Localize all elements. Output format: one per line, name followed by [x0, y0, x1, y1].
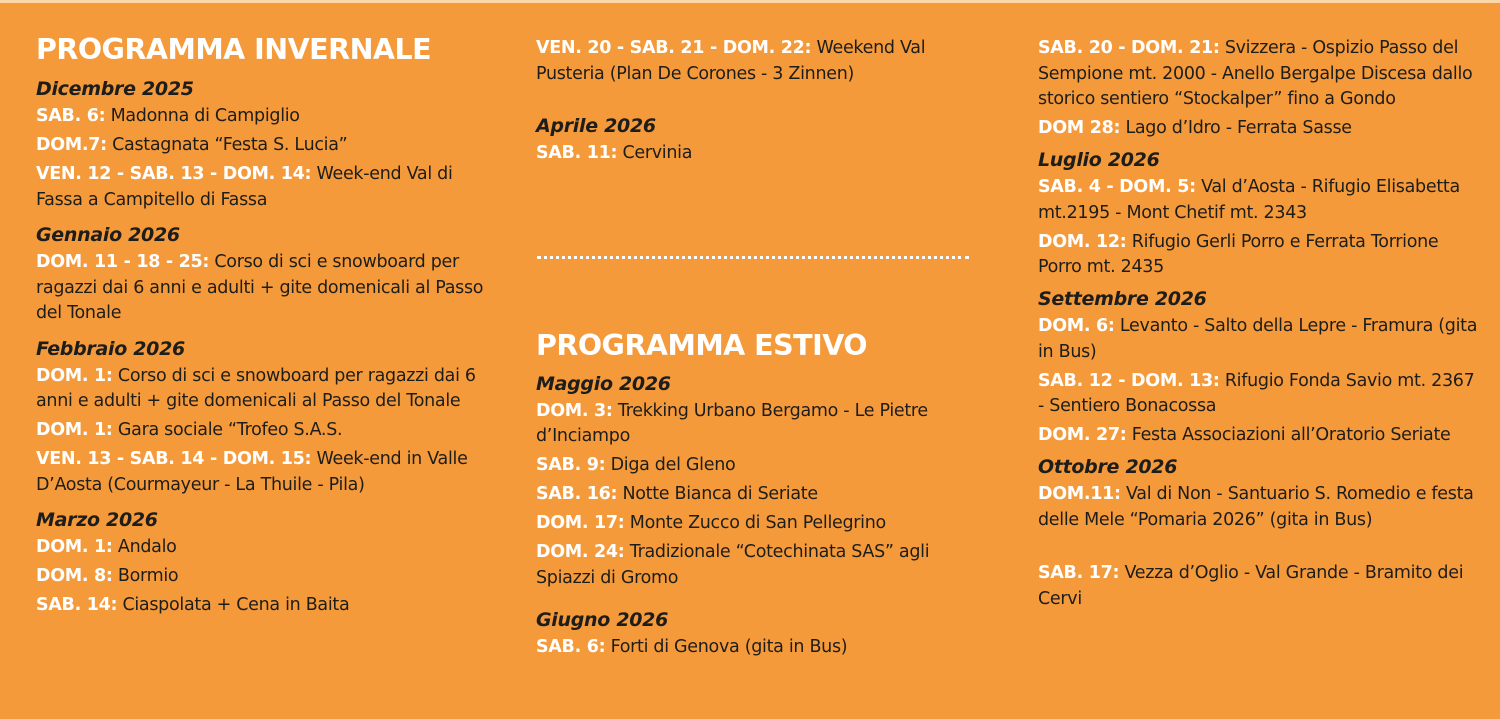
month-heading-febbraio: Febbraio 2026	[36, 337, 185, 360]
event-entry: SAB. 16: Notte Bianca di Seriate	[536, 484, 818, 504]
month-heading-settembre: Settembre 2026	[1038, 288, 1207, 310]
winter-program-title: PROGRAMMA INVERNALE	[36, 33, 432, 66]
event-entry: SAB. 14: Ciaspolata + Cena in Baita	[36, 595, 350, 615]
month-heading-gennaio: Gennaio 2026	[36, 224, 180, 246]
event-entry: SAB. 9: Diga del Gleno	[536, 455, 736, 475]
column-2	[536, 36, 976, 664]
event-entry: DOM.11: Val di Non - Santuario S. Romedio e festa delle Mele “Pomaria 2026” (gita in Bus)	[1038, 484, 1474, 530]
month-heading-maggio: Maggio 2026	[536, 372, 671, 395]
month-heading-marzo: Marzo 2026	[36, 509, 158, 531]
event-entry: SAB. 6: Madonna di Campiglio	[36, 106, 300, 126]
event-entry: SAB. 11: Cervinia	[536, 143, 693, 163]
month-heading-luglio: Luglio 2026	[1038, 149, 1160, 171]
dotted-divider	[537, 256, 969, 259]
column-3	[1038, 36, 1478, 616]
event-entry: DOM. 12: Rifugio Gerli Porro e Ferrata Torrione Porro mt. 2435	[1038, 231, 1439, 277]
event-entry: SAB. 6: Forti di Genova (gita in Bus)	[536, 637, 848, 657]
event-entry: SAB. 12 - DOM. 13: Rifugio Fonda Savio mt. 2367 - Sentiero Bonacossa	[1038, 370, 1475, 416]
event-entry: DOM. 1: Andalo	[36, 537, 177, 557]
event-entry: VEN. 12 - SAB. 13 - DOM. 14: Week-end Val di Fassa a Campitello di Fassa	[36, 164, 453, 210]
month-heading-ottobre: Ottobre 2026	[1038, 456, 1178, 478]
event-entry: DOM. 27: Festa Associazioni all’Oratorio Seriate	[1038, 425, 1451, 445]
event-entry: DOM. 8: Bormio	[36, 566, 179, 586]
event-entry: DOM. 24: Tradizionale “Cotechinata SAS” agli Spiazzi di Gromo	[536, 542, 930, 588]
month-heading-giugno: Giugno 2026	[536, 609, 669, 631]
event-entry: DOM. 3: Trekking Urbano Bergamo - Le Pietre d’Inciampo	[536, 400, 928, 446]
event-entry: DOM.7: Castagnata “Festa S. Lucia”	[36, 135, 348, 155]
summer-program-title: PROGRAMMA ESTIVO	[536, 328, 867, 362]
top-edge	[0, 0, 1500, 3]
event-entry: DOM. 1: Corso di sci e snowboard per ragazzi dai 6 anni e adulti + gite domenicali al Passo del Tonale	[36, 365, 476, 411]
event-entry: VEN. 13 - SAB. 14 - DOM. 15: Week-end in Valle D’Aosta (Courmayeur - La Thuile - Pila)	[36, 449, 468, 495]
event-entry: DOM. 6: Levanto - Salto della Lepre - Framura (gita in Bus)	[1038, 316, 1478, 362]
event-entry: DOM 28: Lago d’Idro - Ferrata Sasse	[1038, 118, 1352, 138]
event-entry: SAB. 20 - DOM. 21: Svizzera - Ospizio Passo del Sempione mt. 2000 - Anello Bergalpe Discesa dallo storico sentiero “Stockalper” fino a Gondo	[1038, 38, 1473, 109]
column-1	[36, 26, 486, 622]
event-entry: SAB. 17: Vezza d’Oglio - Val Grande - Bramito dei Cervi	[1038, 563, 1464, 609]
month-heading-aprile: Aprile 2026	[536, 115, 656, 137]
event-entry: DOM. 11 - 18 - 25: Corso di sci e snowboard per ragazzi dai 6 anni e adulti + gite domenicali al Passo del Tonale	[36, 252, 484, 323]
event-entry: DOM. 1: Gara sociale “Trofeo S.A.S.	[36, 420, 343, 440]
event-entry: VEN. 20 - SAB. 21 - DOM. 22: Weekend Val Pusteria (Plan De Corones - 3 Zinnen)	[536, 38, 926, 84]
month-heading-dicembre: Dicembre 2025	[36, 78, 194, 100]
event-entry: SAB. 4 - DOM. 5: Val d’Aosta - Rifugio Elisabetta mt.2195 - Mont Chetif mt. 2343	[1038, 177, 1460, 223]
event-entry: DOM. 17: Monte Zucco di San Pellegrino	[536, 513, 886, 533]
